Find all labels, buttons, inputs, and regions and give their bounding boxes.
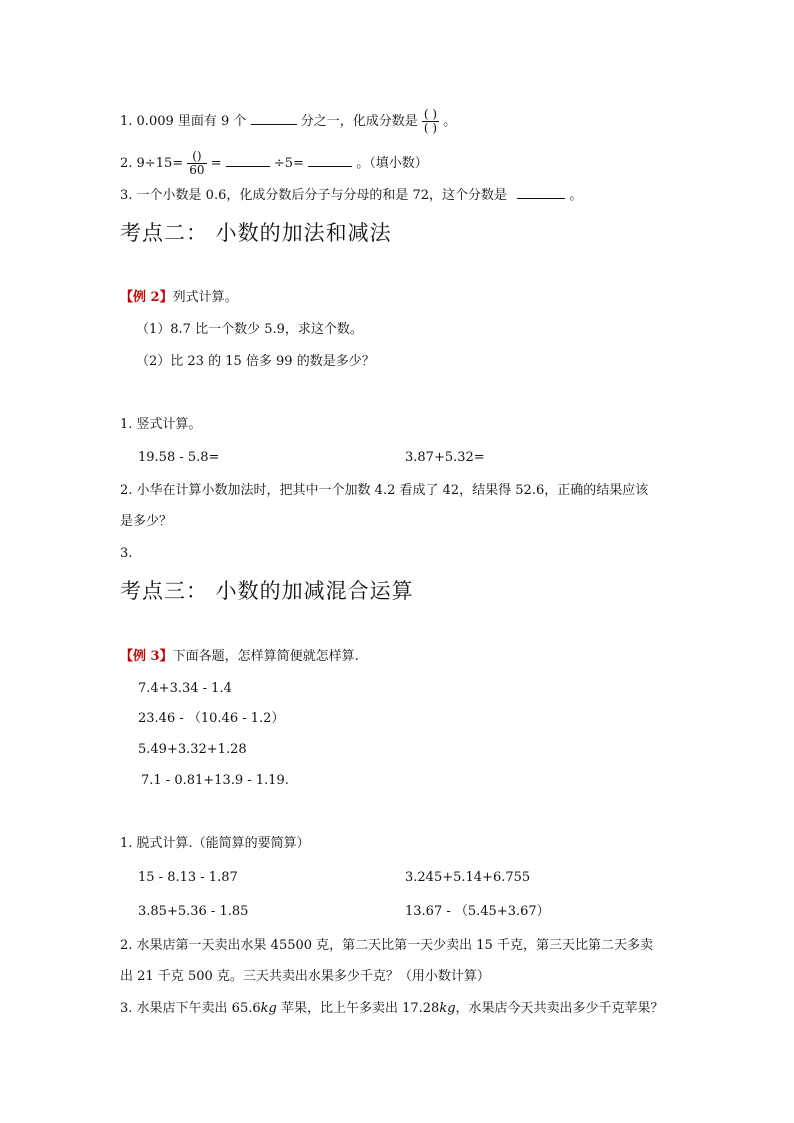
question-3-1: 1. 脱式计算.（能简算的要简算） [120,836,310,851]
question-3-2-line-2: 出 21 千克 500 克。三天共卖出水果多少千克？（用小数计算） [120,969,490,984]
fraction-numerator: () [187,150,206,164]
question-3-2-line-1: 2. 水果店第一天卖出水果 45500 克，第二天比第一天少卖出 15 千克，第三天比第二天多卖 [120,938,653,953]
fraction [187,150,206,177]
fraction-numerator: ( ) [423,107,438,121]
expression: 23.46 - （10.46 - 1.2） [138,711,285,726]
question-1-3 [120,186,582,205]
example-tag: 【例 2】 [120,290,173,305]
fraction-denominator: ( ) [423,121,438,135]
question-text: 分之一，化成分数是 [300,114,418,129]
question-text: 3. 水果店下午卖出 65.6 [120,1001,261,1016]
fraction [422,108,439,135]
calc-item: 19.58 - 5.8= [138,450,220,465]
answer-blank[interactable] [251,112,297,125]
question-2-1: 1. 竖式计算。 [120,417,202,432]
question-1-2 [120,150,428,177]
question-text: 苹果，比上午多卖出 17.28 [276,1001,440,1016]
section-heading: 考点三： 小数的加减混合运算 [120,579,414,603]
calc-item: 13.67 - （5.45+3.67） [405,904,550,919]
equals-sign: = [210,156,222,171]
expression: 7.1 - 0.81+13.9 - 1.19. [141,773,289,788]
question-text: ÷5= [273,156,304,171]
punctuation: 。 [569,188,583,203]
calc-item: 3.87+5.32= [405,450,485,465]
example-2-sub-1: （1）8.7 比一个数少 5.9，求这个数。 [136,322,363,337]
question-2-3: 3. [120,546,133,561]
question-1-1 [120,108,456,135]
expression: 5.49+3.32+1.28 [138,742,247,757]
example-text: 下面各题，怎样算简便就怎样算. [172,649,359,664]
question-2-2-line-1: 2. 小华在计算小数加法时，把其中一个加数 4.2 看成了 42，结果得 52.6，正确的结果应该 [120,483,649,498]
question-3-3 [120,1000,664,1018]
question-text: 2. 9÷15= [120,156,184,171]
question-2-2-line-2: 是多少？ [120,514,173,529]
answer-blank[interactable] [226,154,270,167]
calc-item: 3.245+5.14+6.755 [405,870,531,885]
example-3 [120,648,359,666]
question-text: ，水果店今天共卖出多少千克苹果？ [455,1001,664,1016]
punctuation: 。 [443,114,457,129]
example-text: 列式计算。 [172,290,238,305]
calc-item: 3.85+5.36 - 1.85 [138,904,249,919]
question-text: 3. 一个小数是 0.6，化成分数后分子与分母的和是 72，这个分数是 [120,188,508,203]
example-tag: 【例 3】 [120,649,173,664]
answer-blank[interactable] [517,186,565,199]
fraction-denominator: 60 [189,163,205,177]
expression: 7.4+3.34 - 1.4 [138,681,232,696]
question-text: 。（填小数） [356,156,428,171]
calc-item: 15 - 8.13 - 1.87 [138,870,238,885]
unit: kg [260,1001,277,1016]
answer-blank[interactable] [308,154,352,167]
example-2 [120,289,238,307]
example-2-sub-2: （2）比 23 的 15 倍多 99 的数是多少？ [136,354,375,369]
section-heading: 考点二： 小数的加法和减法 [120,221,392,245]
unit: kg [439,1001,456,1016]
question-text: 1. 0.009 里面有 9 个 [120,114,247,129]
